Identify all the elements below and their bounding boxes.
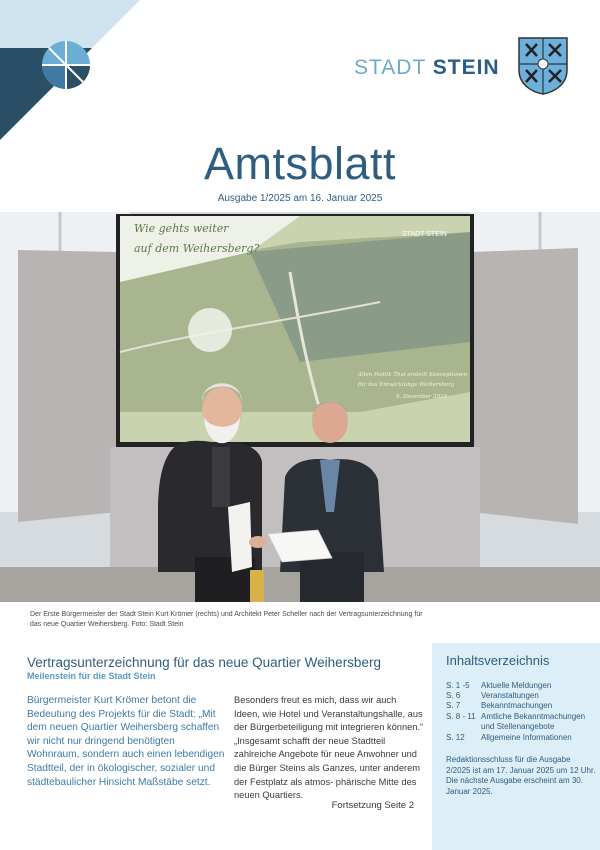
toc-item-pages: S. 7 xyxy=(446,701,461,710)
issue-date: Ausgabe 1/2025 am 16. Januar 2025 xyxy=(217,193,383,204)
article-subheadline: Meilenstein für die Stadt Stein xyxy=(27,671,156,681)
toc-item-pages: S. 6 xyxy=(446,691,461,700)
screen-title-2: auf dem Weihersberg? xyxy=(134,242,260,255)
logo-graphic xyxy=(0,0,140,140)
signing-photo xyxy=(0,212,600,602)
toc-item-pages: S. 12 xyxy=(446,733,465,742)
toc-item-label: Amtliche Bekanntmachungen und Stellenangebote xyxy=(481,712,586,731)
masthead-title: Amtsblatt xyxy=(203,138,397,189)
toc-item-pages: S. 1 -5 xyxy=(446,681,470,690)
editorial-deadline: Redaktionsschluss für die Ausgabe 2/2025 ist am 17. Januar 2025 um 12 Uhr. Die nächste Ausgabe erscheint am 30. Januar 2025. xyxy=(446,755,596,796)
city-name: STADT STEIN xyxy=(354,56,500,79)
coat-of-arms xyxy=(517,36,569,96)
article-headline: Vertragsunterzeichnung für das neue Quartier Weihersberg xyxy=(27,655,381,670)
toc-item-label: Veranstaltungen xyxy=(481,691,539,700)
article-column-2: Besonders freut es mich, dass wir auch Ideen, wie Hotel und Veranstaltungshalle, aus der Bürgerbeteiligung mit integrieren können.“ „Insgesamt schafft der neue Stadtteil zahlreiche Angebote für neue Anwohner und die Bürger Steins als Ganzes, unter anderem der Festplatz als atmos- phärische Mitte des neuen Quartiers. xyxy=(234,695,424,801)
continue-reference: Fortsetzung Seite 2 xyxy=(331,800,414,811)
screen-logo: STADT STEIN xyxy=(402,231,447,238)
toc-title: Inhaltsverzeichnis xyxy=(446,653,550,668)
toc-item-label: Aktuelle Meldungen xyxy=(481,681,552,690)
article-column-1: Bürgermeister Kurt Krömer betont die Bedeutung des Projekts für die Stadt: „Mit dem neuen Quartier Weihersberg schaffen wir nicht nur dringend benötigten Wohnraum, sondern auch einen lebendigen Stadtteil, der in ökologischer, sozialer und städtebaulicher Hinsicht Maßstäbe setzt. xyxy=(27,695,225,788)
screen-title-1: Wie gehts weiter xyxy=(134,222,229,235)
toc-item-pages: S. 8 - 11 xyxy=(446,712,476,721)
photo-caption: Der Erste Bürgermeister der Stadt Stein Kurt Krömer (rechts) und Architekt Peter Scheller nach der Vertragsunterzeichnung für das neue Quartier Weihersberg. Foto: Stadt Stein xyxy=(30,611,423,628)
screen-note-1: Allen Politik Thai erstellt Konzeptionen xyxy=(358,372,468,378)
screen-note-3: 9. Dezember 2024 xyxy=(396,394,448,400)
screen-note-2: für das Entwicklungs Weihersberg xyxy=(358,382,455,388)
toc-item-label: Bekanntmachungen xyxy=(481,701,553,710)
toc-panel xyxy=(432,643,600,850)
toc-item-label: Allgemeine Informationen xyxy=(481,733,572,742)
